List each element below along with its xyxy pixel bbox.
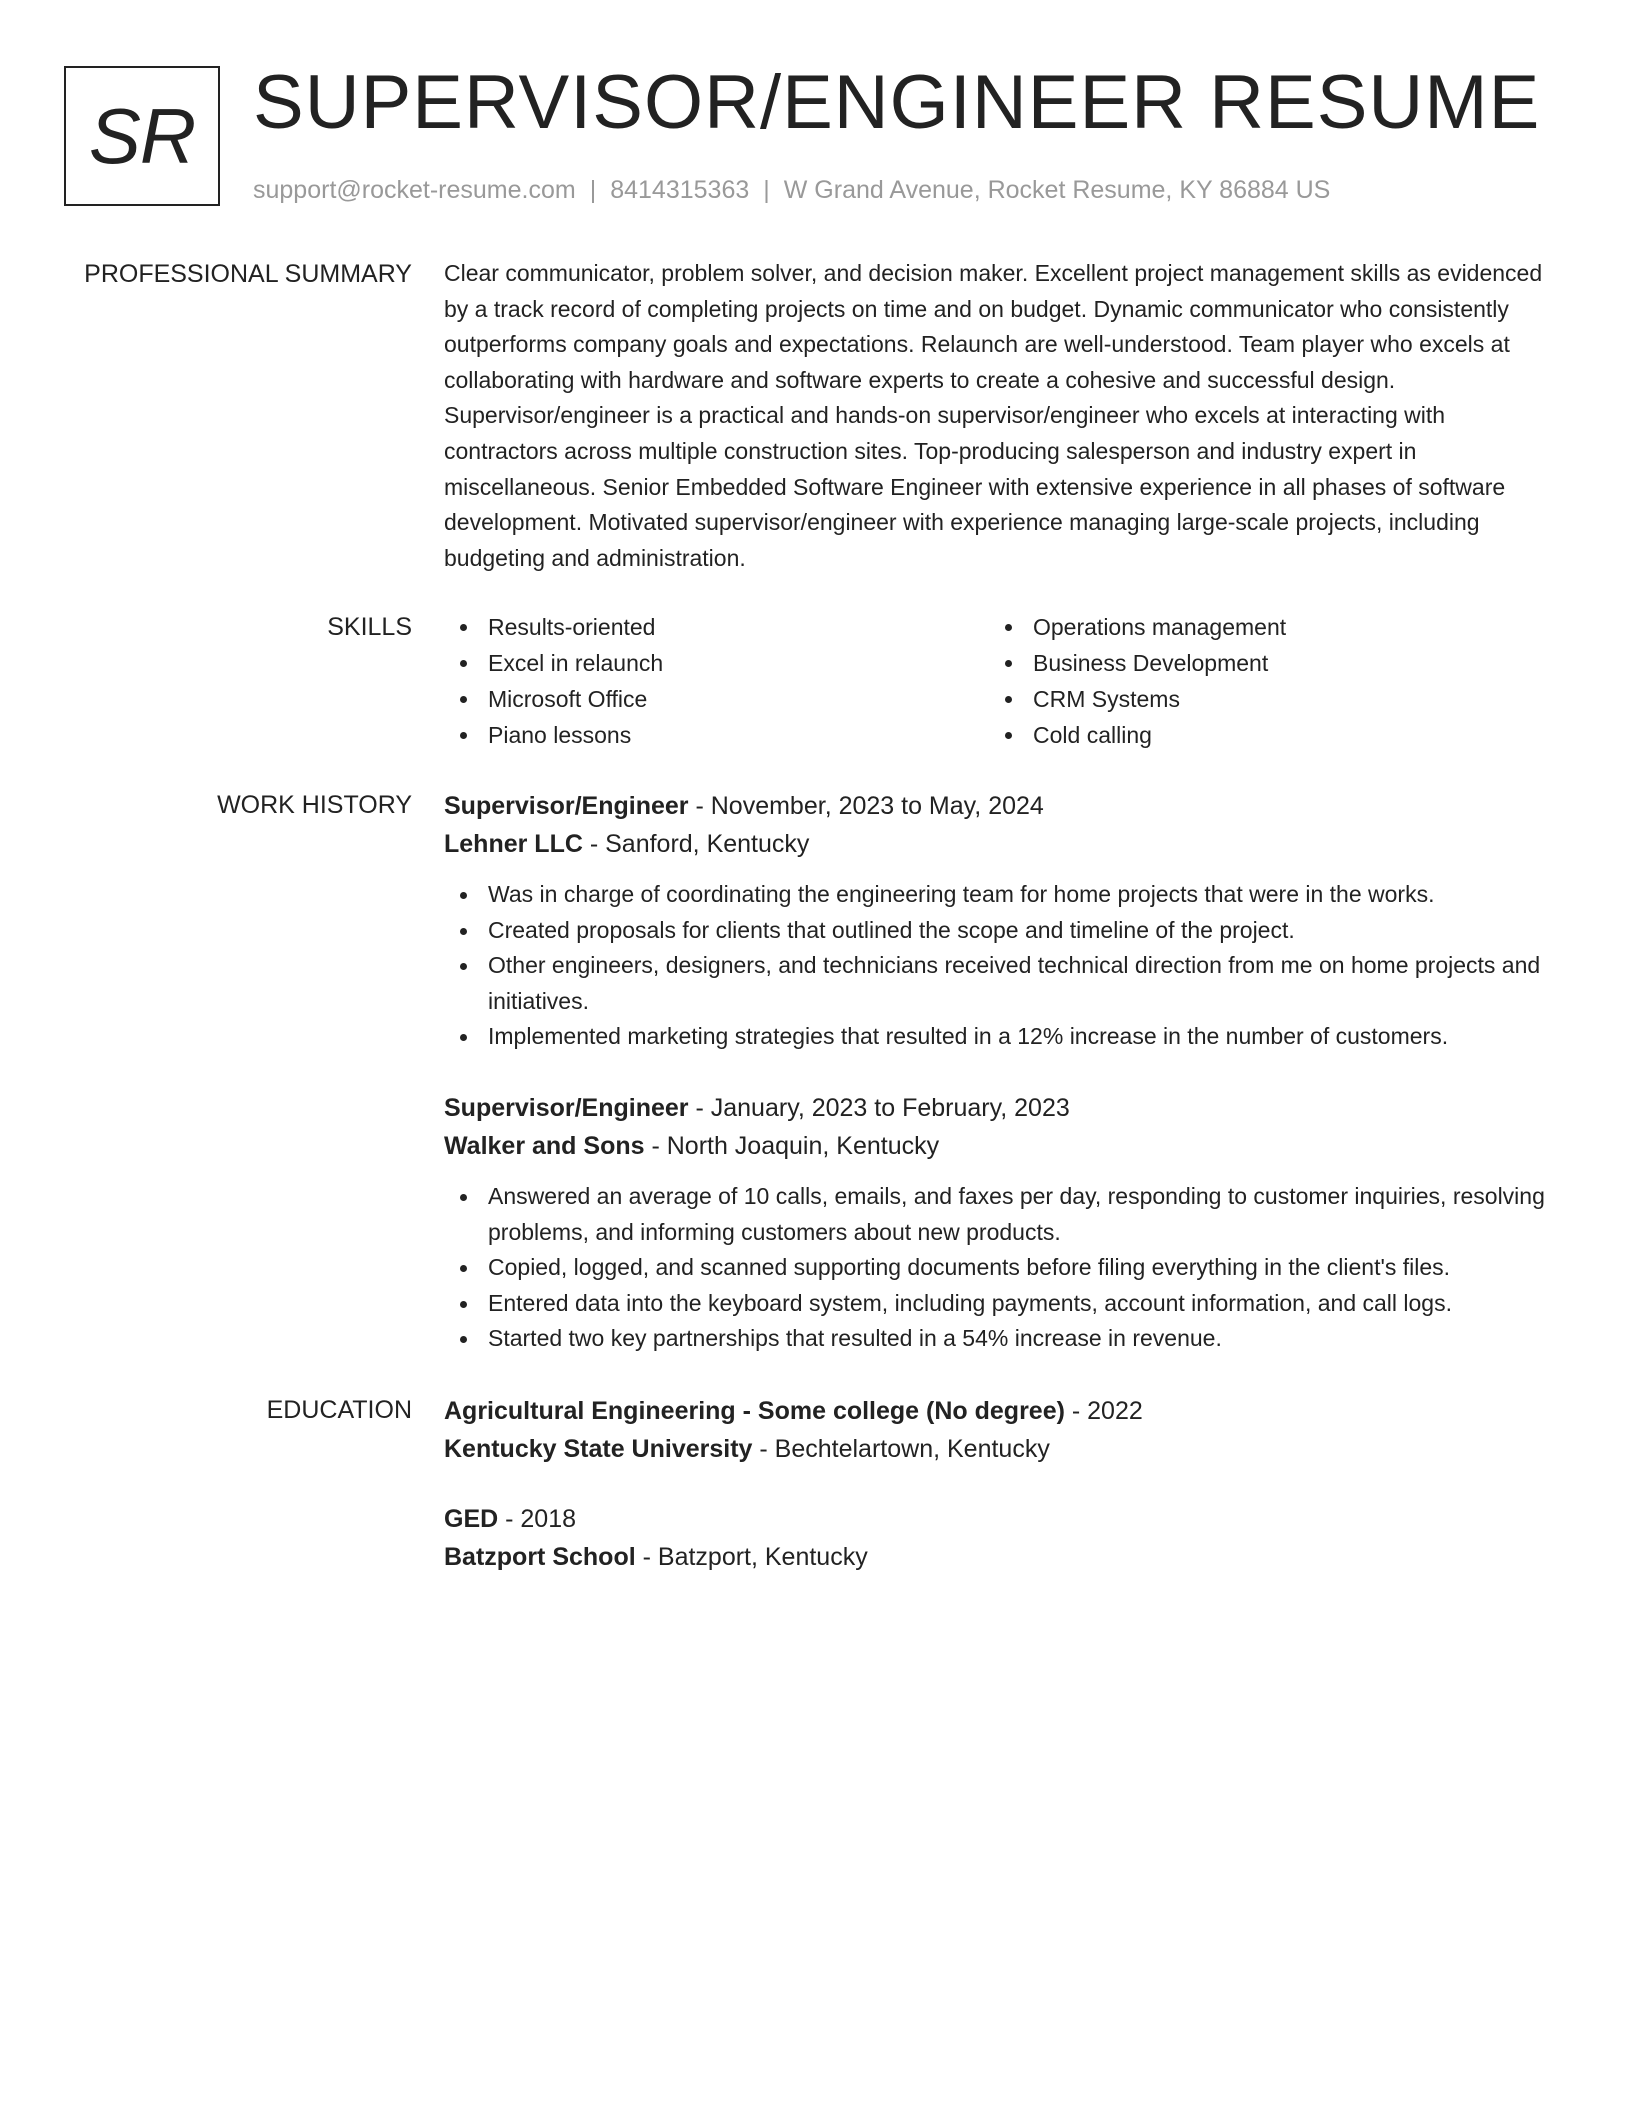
education-degree-line — [444, 1500, 868, 1538]
job-bullet: Was in charge of coordinating the engineering team for home projects that were in the works. — [444, 877, 1549, 913]
job-dates: - November, 2023 to May, 2024 — [688, 792, 1044, 820]
job-bullet: Entered data into the keyboard system, including payments, account information, and call logs. — [444, 1286, 1549, 1322]
monogram-badge — [64, 66, 220, 206]
monogram-text: SR — [88, 91, 196, 180]
work-history-body — [444, 787, 1549, 1352]
skill-item: Excel in relaunch — [444, 645, 989, 681]
education-degree: Agricultural Engineering - Some college (No degree) — [444, 1397, 1065, 1425]
job-company: Lehner LLC — [444, 830, 583, 858]
summary-body — [444, 256, 1549, 576]
job-bullet: Created proposals for clients that outlined the scope and timeline of the project. — [444, 913, 1549, 949]
education-location: - Batzport, Kentucky — [635, 1543, 868, 1571]
education-school-line — [444, 1430, 1549, 1468]
education-degree: GED — [444, 1505, 499, 1533]
job-entry — [444, 787, 1549, 1055]
job-company: Walker and Sons — [444, 1132, 645, 1160]
skill-item: CRM Systems — [989, 681, 1534, 717]
job-entry — [444, 1089, 1549, 1357]
job-bullets — [444, 1179, 1549, 1357]
education-heading: EDUCATION — [266, 1396, 412, 1424]
skill-item: Cold calling — [989, 717, 1534, 753]
skills-heading: SKILLS — [327, 613, 412, 641]
resume-title: SUPERVISOR/ENGINEER RESUME — [253, 60, 1541, 145]
education-entry — [444, 1500, 868, 1576]
skill-item: Microsoft Office — [444, 681, 989, 717]
education-entry — [444, 1392, 1549, 1468]
education-year: - 2018 — [498, 1505, 577, 1533]
job-bullet: Implemented marketing strategies that resulted in a 12% increase in the number of customers. — [444, 1019, 1549, 1055]
summary-heading: PROFESSIONAL SUMMARY — [84, 260, 412, 288]
skill-item: Business Development — [989, 645, 1534, 681]
job-bullet: Answered an average of 10 calls, emails, and faxes per day, responding to customer inquiries, resolving problems, and informing customers about new products. — [444, 1179, 1549, 1250]
skill-item: Piano lessons — [444, 717, 989, 753]
contact-phone: 8414315363 — [610, 176, 750, 204]
education-school: Kentucky State University — [444, 1435, 753, 1463]
job-bullets — [444, 877, 1549, 1055]
skills-body — [444, 609, 1549, 753]
education-location: - Bechtelartown, Kentucky — [752, 1435, 1050, 1463]
contact-email: support@rocket-resume.com — [253, 176, 576, 204]
work-history-heading: WORK HISTORY — [217, 791, 412, 819]
job-location: - Sanford, Kentucky — [582, 830, 810, 858]
education-degree-line — [444, 1392, 1549, 1430]
job-location: - North Joaquin, Kentucky — [644, 1132, 940, 1160]
job-company-line — [444, 825, 1549, 863]
education-body — [444, 1392, 1549, 1571]
job-bullet: Copied, logged, and scanned supporting documents before filing everything in the client's files. — [444, 1250, 1549, 1286]
summary-text: Clear communicator, problem solver, and decision maker. Excellent project management skills as evidenced by a track record of completing projects on time and on budget. Dynamic communicator who consistently outperforms company goals and expectations. Relaunch are well-understood. Team player who excels at collaborating with hardware and software experts to create a cohesive and successful design. Supervisor/engineer is a practical and hands-on supervisor/engineer who excels at interacting with contractors across multiple construction sites. Top-producing salesperson and industry expert in miscellaneous. Senior Embedded Software Engineer with extensive experience in all phases of software development. Motivated supervisor/engineer with experience managing large-scale projects, including budgeting and administration. — [444, 260, 1543, 571]
contact-separator: | — [763, 176, 770, 204]
job-title-line — [444, 787, 1549, 825]
job-title: Supervisor/Engineer — [444, 1094, 689, 1122]
skill-item: Results-oriented — [444, 609, 989, 645]
education-year: - 2022 — [1064, 1397, 1143, 1425]
job-dates: - January, 2023 to February, 2023 — [688, 1094, 1070, 1122]
job-company-line — [444, 1127, 1549, 1165]
job-bullet: Started two key partnerships that resulted in a 54% increase in revenue. — [444, 1321, 1549, 1357]
contact-address: W Grand Avenue, Rocket Resume, KY 86884 US — [783, 176, 1331, 204]
contact-separator: | — [589, 176, 597, 204]
job-bullet: Other engineers, designers, and technicians received technical direction from me on home projects and initiatives. — [444, 948, 1549, 1019]
job-title-line — [444, 1089, 1549, 1127]
education-school: Batzport School — [444, 1543, 636, 1571]
education-school-line — [444, 1538, 868, 1576]
job-title: Supervisor/Engineer — [444, 792, 689, 820]
skill-item: Operations management — [989, 609, 1534, 645]
contact-line — [253, 175, 1330, 205]
skills-list — [444, 609, 1549, 753]
